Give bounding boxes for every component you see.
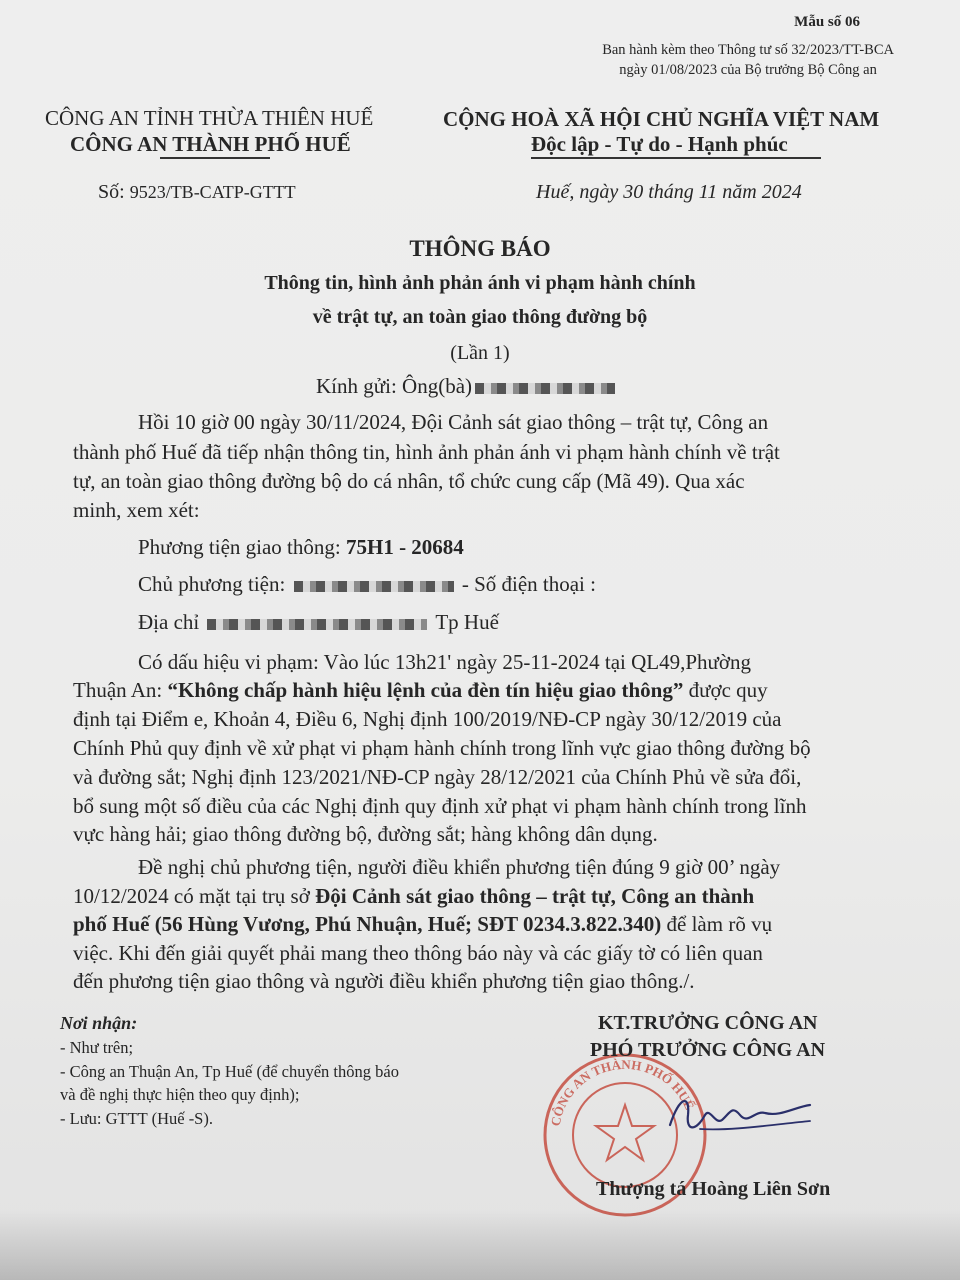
handwritten-signature: [660, 1085, 820, 1145]
vehicle-line: [138, 535, 464, 560]
paragraph-1-line-4: minh, xem xét:: [73, 498, 200, 522]
owner-line: [138, 572, 596, 597]
request-line-3: [73, 912, 772, 937]
national-title: CỘNG HOÀ XÃ HỘI CHỦ NGHĨA VIỆT NAM: [443, 107, 880, 131]
request-line-4: việc. Khi đến giải quyết phải mang theo thông báo này và các giấy tờ có liên quan: [73, 941, 763, 965]
request-date: 10/12/2024 có mặt tại trụ sở: [73, 884, 310, 908]
signature-title-1: KT.TRƯỞNG CÔNG AN: [598, 1012, 818, 1034]
recipient-line: [316, 374, 618, 399]
recipient-item: và đề nghị thực hiện theo quy định);: [60, 1085, 300, 1104]
notice-round: (Lần 1): [450, 342, 510, 364]
issuance-note: [602, 40, 894, 80]
document-title: THÔNG BÁO: [409, 236, 551, 261]
violation-line-5: và đường sắt; Nghị định 123/2021/NĐ-CP ngày 28/12/2021 của Chính Phủ về sửa đổi,: [73, 765, 802, 789]
request-address: phố Huế (56 Hùng Vương, Phú Nhuận, Huế; SĐT 0234.3.822.340): [73, 912, 662, 936]
paragraph-1-line-3: tự, an toàn giao thông đường bộ do cá nhân, tổ chức cung cấp (Mã 49). Qua xác: [73, 469, 745, 493]
violation-line-3: định tại Điểm e, Khoản 4, Điều 6, Nghị định 100/2019/NĐ-CP ngày 30/12/2019 của: [73, 707, 782, 731]
recipient-item: - Như trên;: [60, 1038, 134, 1057]
redacted-owner: [294, 581, 454, 592]
owner-label: Chủ phương tiện:: [138, 572, 286, 596]
paragraph-1-line-1: Hồi 10 giờ 00 ngày 30/11/2024, Đội Cảnh sát giao thông – trật tự, Công an: [138, 410, 769, 434]
vehicle-plate: 75H1 - 20684: [345, 535, 464, 559]
phone-label: - Số điện thoại :: [461, 572, 596, 596]
recipient-label: Kính gửi: Ông(bà): [316, 374, 473, 398]
issuance-line-2: ngày 01/08/2023 của Bộ trưởng Bộ Công an: [619, 62, 877, 78]
recipients-heading: Nơi nhận:: [60, 1013, 138, 1033]
vehicle-label: Phương tiện giao thông:: [138, 535, 341, 559]
request-office: Đội Cảnh sát giao thông – trật tự, Công an thành: [315, 884, 755, 908]
national-motto: Độc lập - Tự do - Hạnh phúc: [531, 132, 788, 156]
violation-place-tail: Thuận An:: [73, 678, 163, 702]
request-line-5: đến phương tiện giao thông và người điều khiển phương tiện giao thông./.: [73, 969, 695, 993]
violation-line-6: bổ sung một số điều của các Nghị định quy định xử phạt vi phạm hành chính trong lĩnh: [73, 794, 807, 818]
address-label: Địa chỉ: [138, 610, 200, 634]
issuance-line-1: Ban hành kèm theo Thông tư số 32/2023/TT-BCA: [602, 42, 894, 58]
agency-parent: CÔNG AN TỈNH THỪA THIÊN HUẾ: [45, 106, 374, 130]
seal-ring-text: CÔNG AN THÀNH PHỐ HUẾ: [547, 1056, 698, 1128]
document-number: [98, 181, 296, 204]
violation-tail: được quy: [688, 678, 768, 702]
redacted-address: [207, 619, 427, 630]
recipient-item: - Lưu: GTTT (Huế -S).: [60, 1109, 213, 1128]
document-number-label: Số:: [98, 181, 125, 203]
agency-name: CÔNG AN THÀNH PHỐ HUẾ: [70, 132, 351, 156]
recipient-item: - Công an Thuận An, Tp Huế (để chuyển thông báo: [60, 1062, 399, 1081]
request-purpose: để làm rõ vụ: [666, 912, 773, 936]
document-subtitle-2: về trật tự, an toàn giao thông đường bộ: [312, 306, 648, 328]
redacted-name: [475, 383, 615, 394]
address-line: [138, 610, 499, 635]
violation-line-4: Chính Phủ quy định về xử phạt vi phạm hành chính trong lĩnh vực giao thông đường bộ: [73, 736, 811, 760]
place-date: Huế, ngày 30 tháng 11 năm 2024: [536, 181, 802, 203]
address-tail: Tp Huế: [435, 610, 499, 634]
violation-line-7: vực hàng hải; giao thông đường bộ, đường sắt; hàng không dân dụng.: [73, 822, 658, 846]
motto-underline: [531, 157, 821, 159]
form-number: Mẫu số 06: [794, 14, 860, 30]
violation-line-1: Có dấu hiệu vi phạm: Vào lúc 13h21' ngày 25-11-2024 tại QL49,Phường: [138, 650, 752, 674]
request-line-1: Đề nghị chủ phương tiện, người điều khiển phương tiện đúng 9 giờ 00’ ngày: [138, 855, 781, 879]
request-line-2: [73, 884, 754, 909]
document-number-value: 9523/TB-CATP-GTTT: [129, 182, 296, 202]
signature-title-2: PHÓ TRƯỞNG CÔNG AN: [590, 1039, 826, 1061]
violation-line-2: [73, 678, 768, 703]
agency-underline: [160, 157, 270, 159]
paragraph-1-line-2: thành phố Huế đã tiếp nhận thông tin, hình ảnh phản ánh vi phạm hành chính về trật: [73, 440, 780, 464]
document-subtitle-1: Thông tin, hình ảnh phản ánh vi phạm hành chính: [264, 272, 696, 294]
violation-name: “Không chấp hành hiệu lệnh của đèn tín hiệu giao thông”: [167, 678, 684, 702]
signer-name: Thượng tá Hoàng Liên Sơn: [596, 1178, 831, 1200]
